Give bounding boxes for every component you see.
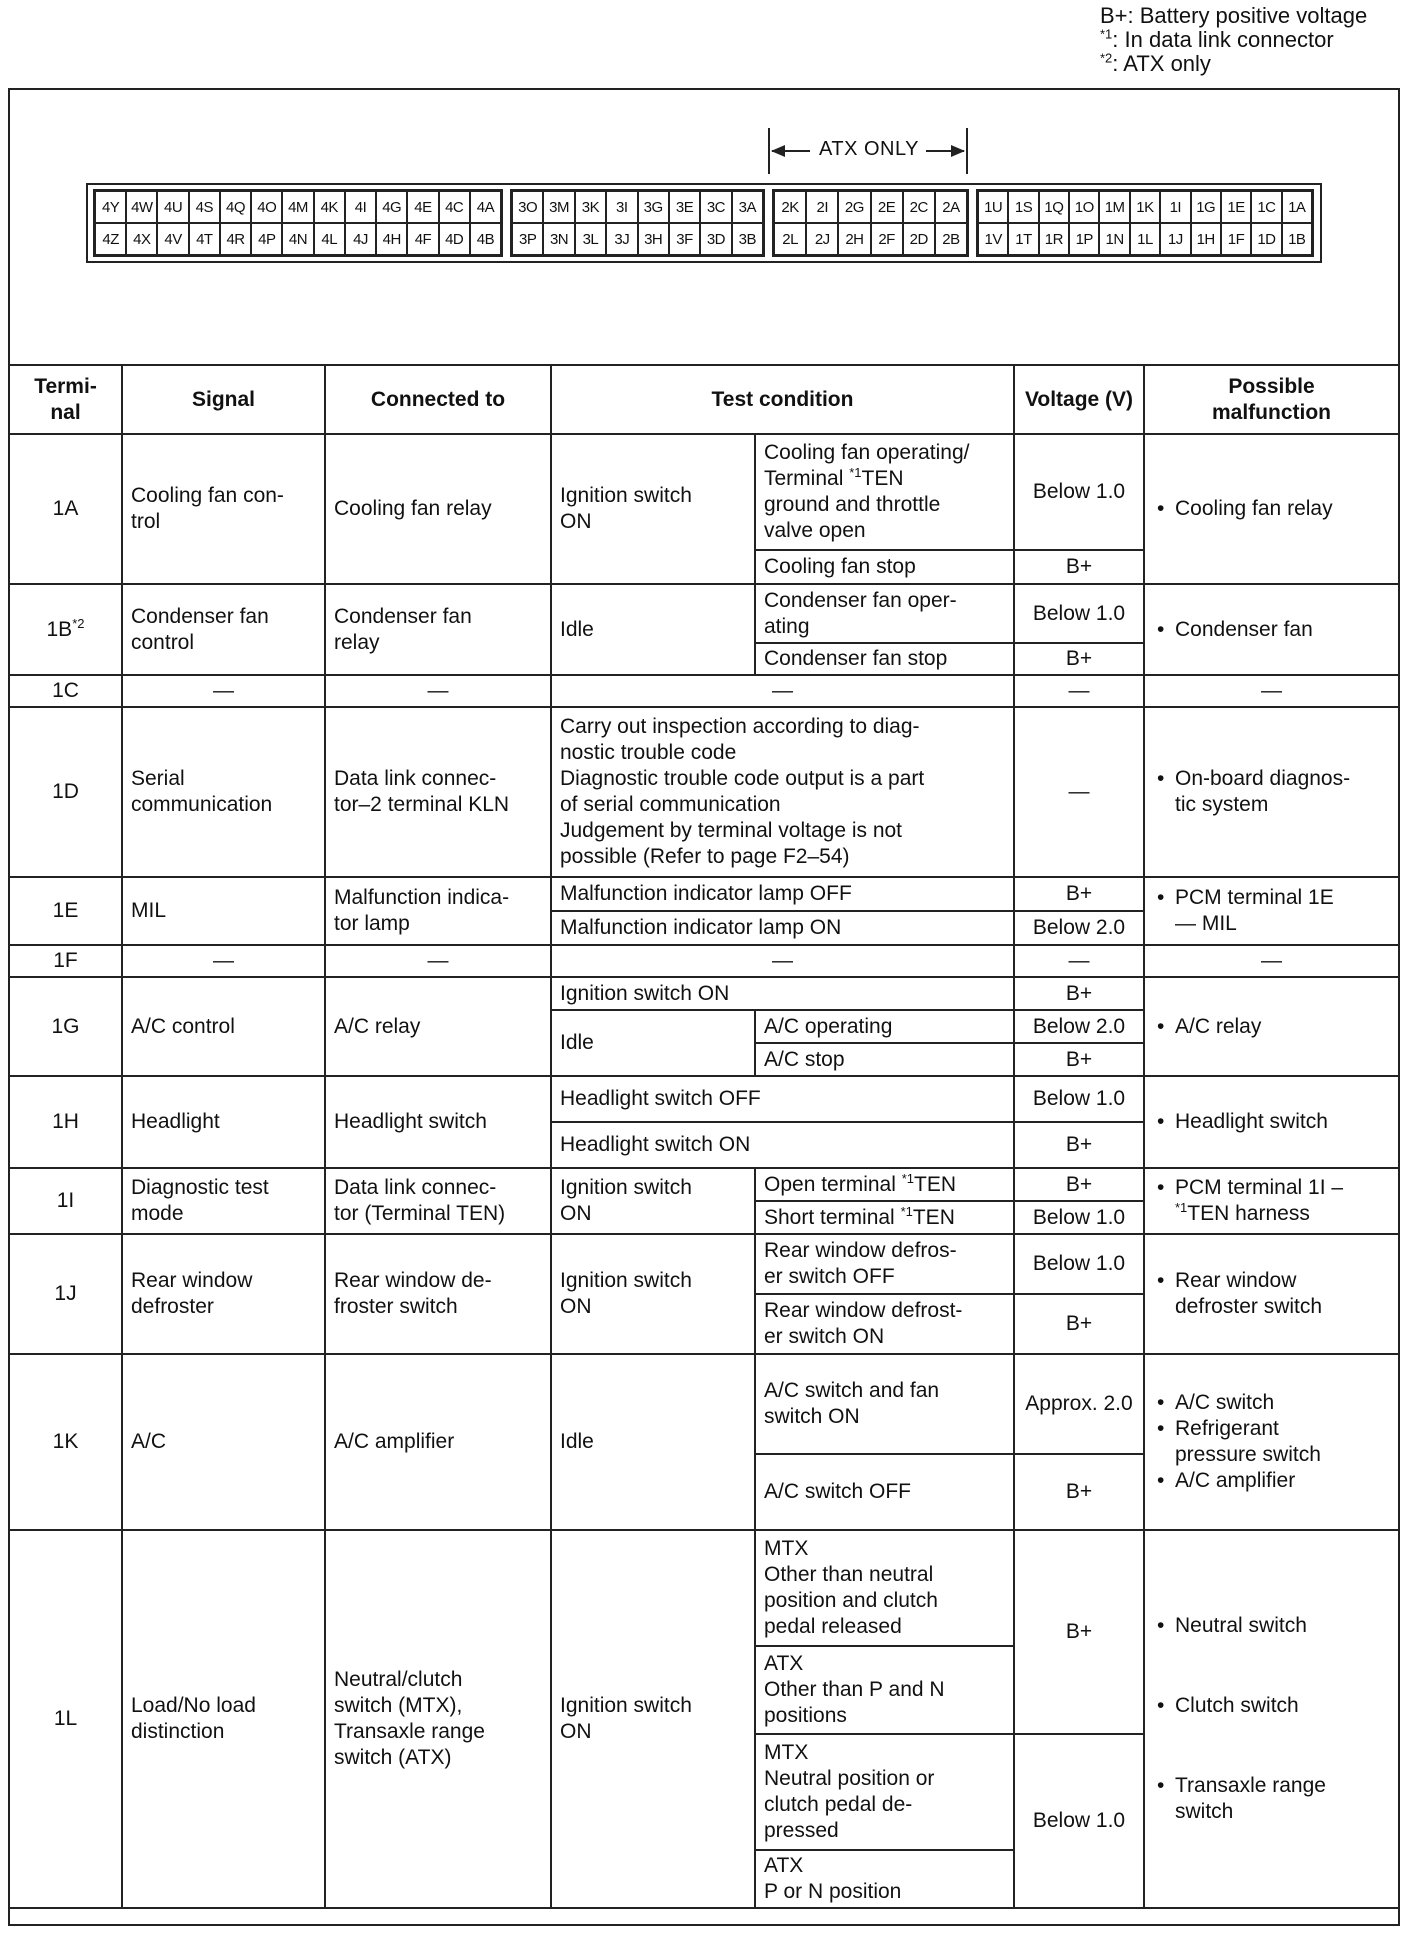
malfunction-cell <box>1144 977 1398 1076</box>
subcondition-cell: Cooling fan stop <box>755 550 1014 584</box>
terminal-cell: 1G <box>10 977 122 1076</box>
connector-pin: 2E <box>871 191 903 223</box>
footnote-mark: *2 <box>1100 50 1113 66</box>
subcondition-cell <box>755 1168 1014 1201</box>
connector-pin: 1K <box>1130 191 1160 223</box>
header-test-condition: Test condition <box>551 366 1014 434</box>
condition-cell: Malfunction indicator lamp ON <box>551 911 1014 945</box>
connector-pin: 2H <box>838 223 870 255</box>
voltage-cell: B+ <box>1014 1168 1144 1201</box>
malfunction-item: • Headlight switch <box>1153 1109 1390 1135</box>
connected-cell: Malfunction indica- tor lamp <box>325 877 551 945</box>
arrow-line <box>772 150 810 152</box>
connector-pin: 1I <box>1160 191 1190 223</box>
connector-pin: 4V <box>157 223 188 255</box>
voltage-cell: B+ <box>1014 877 1144 911</box>
malfunction-item: • Transaxle range switch <box>1153 1773 1390 1825</box>
malfunction-item <box>1153 1175 1390 1227</box>
connector-pin: 1N <box>1099 223 1129 255</box>
voltage-cell: — <box>1014 707 1144 877</box>
legend-note-1-text: : In data link connector <box>1112 27 1334 52</box>
signal-cell: — <box>122 945 325 977</box>
connector-pin: 4I <box>345 191 376 223</box>
signal-cell: — <box>122 675 325 707</box>
connector-pin: 4Y <box>95 191 126 223</box>
condition-cell: Malfunction indicator lamp OFF <box>551 877 1014 911</box>
connector-pin: 4M <box>282 191 313 223</box>
voltage-cell: Below 1.0 <box>1014 434 1144 550</box>
connector-pin: 1R <box>1039 223 1069 255</box>
malfunction-cell <box>1144 707 1398 877</box>
malfunction-cell <box>1144 877 1398 945</box>
voltage-cell: Below 2.0 <box>1014 911 1144 945</box>
pin-row-bottom <box>512 223 763 255</box>
connector-pin: 2G <box>838 191 870 223</box>
connector-pin: 1Q <box>1039 191 1069 223</box>
malfunction-item: • Neutral switch <box>1153 1613 1390 1639</box>
marker-tick <box>966 128 968 174</box>
condition-cell: Headlight switch ON <box>551 1122 1014 1168</box>
atx-only-marker <box>768 128 968 174</box>
header-signal: Signal <box>122 366 325 434</box>
connector-pin: 4C <box>439 191 470 223</box>
connector-pin: 4Q <box>220 191 251 223</box>
condition-cell: Idle <box>551 584 755 675</box>
connected-cell: Condenser fan relay <box>325 584 551 675</box>
connector-pin: 1O <box>1069 191 1099 223</box>
connector-pin: 4G <box>376 191 407 223</box>
malfunction-text: PCM terminal 1I – <box>1175 1176 1344 1199</box>
malfunction-item: • Refrigerant pressure switch <box>1153 1416 1390 1468</box>
condition-cell: Ignition switch ON <box>551 434 755 584</box>
header-connected-to: Connected to <box>325 366 551 434</box>
connector-pin: 1V <box>978 223 1008 255</box>
subcondition-text: TEN ground and throttle valve open <box>764 467 941 542</box>
signal-cell: A/C control <box>122 977 325 1076</box>
subcondition-cell: MTX Neutral position or clutch pedal de- pressed <box>755 1734 1014 1850</box>
connector-pin: 1G <box>1191 191 1221 223</box>
connector-pin: 1C <box>1251 191 1281 223</box>
connector-pin: 4K <box>314 191 345 223</box>
malfunction-item: • On-board diagnos- tic system <box>1153 766 1390 818</box>
signal-cell: Load/No load distinction <box>122 1530 325 1908</box>
table-row <box>10 945 1398 977</box>
signal-cell: Headlight <box>122 1076 325 1168</box>
pin-row-top <box>95 191 501 223</box>
condition-cell: Headlight switch OFF <box>551 1076 1014 1122</box>
voltage-cell: Approx. 2.0 <box>1014 1354 1144 1454</box>
voltage-cell: B+ <box>1014 550 1144 584</box>
malfunction-item: • Rear window defroster switch <box>1153 1268 1390 1320</box>
table-row <box>10 1076 1398 1122</box>
malfunction-item: • A/C switch <box>1153 1390 1390 1416</box>
connector-pin: 2A <box>935 191 967 223</box>
subcondition-text: Open terminal <box>764 1172 902 1196</box>
terminal-cell: 1A <box>10 434 122 584</box>
signal-cell: A/C <box>122 1354 325 1530</box>
malfunction-item: • A/C relay <box>1153 1014 1390 1040</box>
voltage-cell: Below 2.0 <box>1014 1010 1144 1043</box>
condition-cell: Ignition switch ON <box>551 1168 755 1234</box>
terminal-table <box>10 366 1398 1909</box>
subcondition-cell <box>755 1201 1014 1234</box>
legend-note-1 <box>1100 28 1400 52</box>
connector-pin: 1E <box>1221 191 1251 223</box>
malfunction-item: • A/C amplifier <box>1153 1468 1390 1494</box>
connector-pin: 3B <box>732 223 763 255</box>
condition-cell: Idle <box>551 1010 755 1076</box>
voltage-cell: B+ <box>1014 1294 1144 1354</box>
subcondition-text: TEN <box>912 1205 955 1229</box>
table-row <box>10 675 1398 707</box>
voltage-cell: — <box>1014 945 1144 977</box>
connector-group-4 <box>93 189 503 257</box>
malfunction-cell: — <box>1144 675 1398 707</box>
malfunction-cell <box>1144 584 1398 675</box>
voltage-cell: Below 1.0 <box>1014 1734 1144 1908</box>
subcondition-text: Short terminal <box>764 1205 901 1229</box>
terminal-cell <box>10 584 122 675</box>
subcondition-cell: Condenser fan oper- ating <box>755 584 1014 643</box>
connected-cell: Data link connec- tor (Terminal TEN) <box>325 1168 551 1234</box>
connector-pin: 4P <box>251 223 282 255</box>
marker-tick <box>768 128 770 174</box>
terminal-cell: 1E <box>10 877 122 945</box>
subcondition-cell: A/C switch and fan switch ON <box>755 1354 1014 1454</box>
connector-group-2 <box>772 189 969 257</box>
connector-pin: 3O <box>512 191 543 223</box>
connector-pin: 1U <box>978 191 1008 223</box>
table-row <box>10 707 1398 877</box>
connector-pin: 2F <box>871 223 903 255</box>
malfunction-cell <box>1144 1234 1398 1354</box>
connector-pin: 1P <box>1069 223 1099 255</box>
terminal-text: 1B <box>46 617 73 641</box>
signal-cell: Condenser fan control <box>122 584 325 675</box>
connected-cell: Rear window de- froster switch <box>325 1234 551 1354</box>
connector-pin: 3G <box>638 191 669 223</box>
malfunction-item: • Condenser fan <box>1153 617 1390 643</box>
voltage-cell: B+ <box>1014 1122 1144 1168</box>
connector-pin: 1F <box>1221 223 1251 255</box>
connector-group-1 <box>976 189 1314 257</box>
header-row <box>10 366 1398 434</box>
terminal-cell: 1D <box>10 707 122 877</box>
voltage-cell: B+ <box>1014 1530 1144 1734</box>
malfunction-cell <box>1144 434 1398 584</box>
connected-cell: A/C relay <box>325 977 551 1076</box>
header-malfunction: Possible malfunction <box>1144 366 1398 434</box>
subcondition-cell: ATX P or N position <box>755 1850 1014 1908</box>
connector-pin: 1H <box>1191 223 1221 255</box>
pin-row-top <box>512 191 763 223</box>
table-row <box>10 1354 1398 1454</box>
connector-pin: 4H <box>376 223 407 255</box>
condition-cell: Ignition switch ON <box>551 1530 755 1908</box>
footnote-mark: *1 <box>1175 1200 1188 1215</box>
connector-pin: 4E <box>407 191 438 223</box>
connected-cell: A/C amplifier <box>325 1354 551 1530</box>
connected-cell: Cooling fan relay <box>325 434 551 584</box>
subcondition-cell: Rear window defrost- er switch ON <box>755 1294 1014 1354</box>
arrow-right-icon <box>951 145 965 157</box>
malfunction-cell <box>1144 1076 1398 1168</box>
legend-note-2-text: : ATX only <box>1112 51 1211 76</box>
connected-cell: — <box>325 945 551 977</box>
footnote-mark: *2 <box>72 615 85 631</box>
signal-cell: Serial communication <box>122 707 325 877</box>
pin-row-bottom <box>95 223 501 255</box>
connector-pin: 3J <box>606 223 637 255</box>
terminal-cell: 1F <box>10 945 122 977</box>
terminal-cell: 1H <box>10 1076 122 1168</box>
pcm-connector <box>86 183 1322 263</box>
atx-only-label: ATX ONLY <box>819 138 919 160</box>
signal-cell: MIL <box>122 877 325 945</box>
header-voltage: Voltage (V) <box>1014 366 1144 434</box>
connected-cell: — <box>325 675 551 707</box>
connector-pin: 4R <box>220 223 251 255</box>
malfunction-cell <box>1144 1168 1398 1234</box>
subcondition-cell: MTX Other than neutral position and clutch pedal released <box>755 1530 1014 1646</box>
signal-cell: Rear window defroster <box>122 1234 325 1354</box>
connector-pin: 4J <box>345 223 376 255</box>
connector-pin: 2K <box>774 191 806 223</box>
connector-pin: 3M <box>543 191 574 223</box>
condition-cell: — <box>551 945 1014 977</box>
terminal-cell: 1L <box>10 1530 122 1908</box>
connector-pin: 2D <box>903 223 935 255</box>
connector-pin: 2J <box>806 223 838 255</box>
malfunction-item: • Cooling fan relay <box>1153 496 1390 522</box>
connector-pin: 1B <box>1282 223 1312 255</box>
subcondition-cell <box>755 434 1014 550</box>
connector-pin: 1D <box>1251 223 1281 255</box>
connector-pin: 3A <box>732 191 763 223</box>
pin-row-top <box>978 191 1312 223</box>
connector-pin: 4N <box>282 223 313 255</box>
connector-pin: 3L <box>575 223 606 255</box>
connector-pin: 3I <box>606 191 637 223</box>
connector-pin: 1J <box>1160 223 1190 255</box>
connector-pin: 3K <box>575 191 606 223</box>
connector-pin: 2I <box>806 191 838 223</box>
connector-pin: 3E <box>669 191 700 223</box>
connector-pin: 4S <box>189 191 220 223</box>
connector-pin: 1L <box>1130 223 1160 255</box>
subcondition-cell: A/C stop <box>755 1043 1014 1076</box>
voltage-cell: B+ <box>1014 1043 1144 1076</box>
legend-note-2 <box>1100 52 1400 76</box>
voltage-cell: Below 1.0 <box>1014 1201 1144 1234</box>
connector-pin: 2B <box>935 223 967 255</box>
subcondition-cell: A/C switch OFF <box>755 1454 1014 1530</box>
malfunction-item: • Clutch switch <box>1153 1693 1390 1719</box>
connector-pin: 4Z <box>95 223 126 255</box>
table-row <box>10 1234 1398 1294</box>
connector-pin: 4U <box>157 191 188 223</box>
connector-pin: 2L <box>774 223 806 255</box>
voltage-cell: — <box>1014 675 1144 707</box>
subcondition-text: TEN <box>914 1172 957 1196</box>
condition-cell: Ignition switch ON <box>551 1234 755 1354</box>
table-row <box>10 877 1398 911</box>
pin-row-top <box>774 191 967 223</box>
connector-pin: 4O <box>251 191 282 223</box>
table-row <box>10 434 1398 550</box>
condition-cell: — <box>551 675 1014 707</box>
legend <box>1100 4 1400 76</box>
terminal-cell: 1K <box>10 1354 122 1530</box>
connector-pin: 4B <box>470 223 501 255</box>
subcondition-cell: Rear window defros- er switch OFF <box>755 1234 1014 1294</box>
figure-frame <box>8 88 1400 1926</box>
footnote-mark: *1 <box>900 1203 913 1219</box>
legend-battery: B+: Battery positive voltage <box>1100 3 1368 28</box>
connector-pin: 3N <box>543 223 574 255</box>
subcondition-cell: A/C operating <box>755 1010 1014 1043</box>
connector-pin: 3C <box>700 191 731 223</box>
voltage-cell: B+ <box>1014 643 1144 675</box>
table-row <box>10 1168 1398 1201</box>
pin-row-bottom <box>978 223 1312 255</box>
footnote-mark: *1 <box>849 465 862 480</box>
connector-pin: 3P <box>512 223 543 255</box>
table-row <box>10 977 1398 1010</box>
connector-diagram <box>10 90 1398 366</box>
signal-cell: Cooling fan con- trol <box>122 434 325 584</box>
connected-cell: Headlight switch <box>325 1076 551 1168</box>
malfunction-cell <box>1144 1530 1398 1908</box>
malfunction-cell: — <box>1144 945 1398 977</box>
footnote-mark: *1 <box>1100 26 1113 42</box>
terminal-cell: 1I <box>10 1168 122 1234</box>
table-row <box>10 1530 1398 1646</box>
voltage-cell: Below 1.0 <box>1014 584 1144 643</box>
connector-pin: 2C <box>903 191 935 223</box>
condition-cell: Idle <box>551 1354 755 1530</box>
subcondition-cell: Condenser fan stop <box>755 643 1014 675</box>
malfunction-cell <box>1144 1354 1398 1530</box>
table-row <box>10 584 1398 643</box>
connector-pin: 3H <box>638 223 669 255</box>
malfunction-item: • PCM terminal 1E — MIL <box>1153 885 1390 937</box>
connector-pin: 4X <box>126 223 157 255</box>
signal-cell: Diagnostic test mode <box>122 1168 325 1234</box>
connector-pin: 4T <box>189 223 220 255</box>
connector-pin: 4W <box>126 191 157 223</box>
connector-pin: 4L <box>314 223 345 255</box>
subcondition-text: Cooling fan operating/ Terminal <box>764 441 970 490</box>
voltage-cell: B+ <box>1014 1454 1144 1530</box>
subcondition-cell: ATX Other than P and N positions <box>755 1646 1014 1734</box>
terminal-cell: 1J <box>10 1234 122 1354</box>
condition-cell: Carry out inspection according to diag- nostic trouble code Diagnostic trouble code output is a part of serial communication Judgement by terminal voltage is not possible (Refer to page F2–54) <box>551 707 1014 877</box>
condition-cell: Ignition switch ON <box>551 977 1014 1010</box>
voltage-cell: B+ <box>1014 977 1144 1010</box>
malfunction-text: TEN harness <box>1187 1202 1310 1225</box>
terminal-cell: 1C <box>10 675 122 707</box>
pin-row-bottom <box>774 223 967 255</box>
connector-pin: 1M <box>1099 191 1129 223</box>
connector-pin: 4F <box>407 223 438 255</box>
header-terminal: Termi- nal <box>10 366 122 434</box>
connector-pin: 1T <box>1008 223 1038 255</box>
connector-pin: 3D <box>700 223 731 255</box>
connector-pin: 4A <box>470 191 501 223</box>
connected-cell: Data link connec- tor–2 terminal KLN <box>325 707 551 877</box>
connected-cell: Neutral/clutch switch (MTX), Transaxle range switch (ATX) <box>325 1530 551 1908</box>
connector-pin: 1S <box>1008 191 1038 223</box>
voltage-cell: Below 1.0 <box>1014 1234 1144 1294</box>
connector-pin: 3F <box>669 223 700 255</box>
footnote-mark: *1 <box>901 1170 915 1186</box>
voltage-cell: Below 1.0 <box>1014 1076 1144 1122</box>
connector-group-3 <box>510 189 765 257</box>
connector-pin: 4D <box>439 223 470 255</box>
connector-pin: 1A <box>1282 191 1312 223</box>
